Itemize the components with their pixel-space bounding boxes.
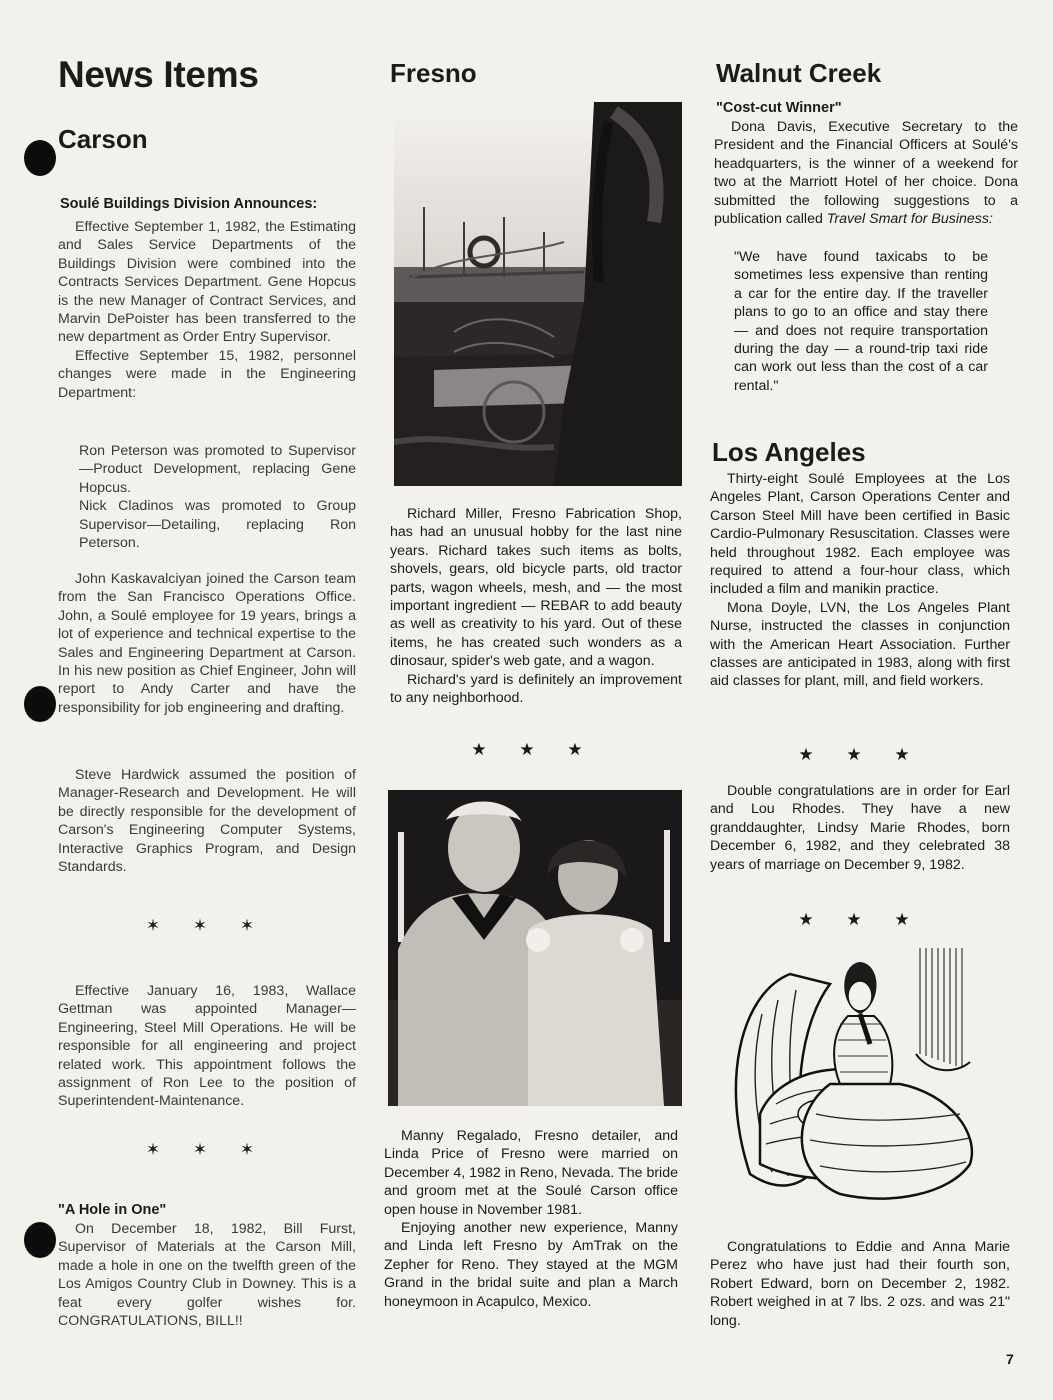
carson-paragraph-1: Effective September 1, 1982, the Estimating and Sales Service Departments of the Buildings Division were combined into the Contracts Services Department. Gene Hopcus is the new Manager of Contract Services, and Marvin DePoister has been transferred to the new department as Order Entry Supervisor. — [58, 219, 356, 346]
fresno-paragraph-miller: Richard Miller, Fresno Fabrication Shop, has had an unusual hobby for the last nine years. Richard takes such items as bolts, shovels, gears, old bicycle parts, old tractor parts, wagon wheels, mesh, and — the most important ingredient — REBAR to add beauty as well as creativity to his yard. Out of these items, he has created such wonders as a dinosaur, spider's web gate, and a wagon. — [390, 506, 682, 670]
carson-paragraph-kaskavalciyan: John Kaskavalciyan joined the Carson team from the San Francisco Operations Office. John, a Soulé employee for 19 years, brings a lot of experience and technical expertise to the Sales and Engineering Department at Carson. In his new position as Chief Engineer, John will report to Andy Carter and have the responsibility for job engineering and drafting. — [58, 571, 356, 716]
la-paragraph-rhodes: Double congratulations are in order for Earl and Lou Rhodes. They have a new granddaughter, Lindsy Marie Rhodes, born December 6, 1982, and they celebrated 38 years of marriage on December 9, 1982. — [710, 783, 1010, 873]
subheading-hole-in-one: "A Hole in One" — [58, 1202, 167, 1218]
garden-photo — [394, 102, 682, 486]
la-paragraph-perez: Congratulations to Eddie and Anna Marie Perez who have just had their fourth son, Robert Edward, born on December 2, 1982. Robert weighed in at 7 lbs. 2 ozs. and was 21" long. — [710, 1239, 1010, 1329]
section-divider-stars: ★ ★ ★ — [798, 910, 924, 929]
section-heading-carson: Carson — [58, 124, 148, 154]
garden-photo-illustration — [394, 102, 682, 486]
section-heading-walnut-creek: Walnut Creek — [716, 58, 882, 88]
wedding-photo-illustration — [388, 790, 682, 1106]
binder-hole-bottom — [24, 1222, 56, 1258]
carson-promotion-2: Nick Cladinos was promoted to Group Supervisor—Detailing, replacing Ron Peterson. — [79, 498, 356, 552]
la-paragraph-cpr: Thirty-eight Soulé Employees at the Los Angeles Plant, Carson Operations Center and Carson Steel Mill have been certified in Basic Cardio-Pulmonary Resuscitation. Classes were held throughout 1982. Each employee was required to attend a four-hour class, which included a film and manikin practice. — [710, 471, 1010, 598]
fresno-paragraph-honeymoon: Enjoying another new experience, Manny and Linda left Fresno by AmTrak on the Zepher for Reno. They stayed at the MGM Grand in the bridal suite and plan a March honeymoon in Acapulco, Mexico. — [384, 1220, 678, 1310]
subheading-cost-cut-winner: "Cost-cut Winner" — [716, 100, 842, 116]
carson-paragraph-gettman: Effective January 16, 1983, Wallace Gettman was appointed Manager—Engineering, Steel Mill Operations. He will be responsible for all engineering and project related work. This appointment follows the assignment of Ron Lee to the position of Superintendent-Maintenance. — [58, 983, 356, 1110]
page-title: News Items — [58, 54, 259, 95]
cradle-illustration — [720, 944, 1000, 1216]
subheading-buildings-division: Soulé Buildings Division Announces: — [60, 196, 318, 212]
fresno-paragraph-wedding: Manny Regalado, Fresno detailer, and Linda Price of Fresno were married on December 4, 1982 in Reno, Nevada. The bride and groom met at the Soulé Carson office open house in November 1981. — [384, 1128, 678, 1218]
section-divider-stars: ✶ ✶ ✶ — [145, 1140, 269, 1159]
binder-hole-middle — [24, 686, 56, 722]
section-divider-stars: ✶ ✶ ✶ — [145, 916, 269, 935]
carson-promotion-1: Ron Peterson was promoted to Supervisor—Product Development, replacing Gene Hopcus. — [79, 443, 356, 496]
section-divider-stars: ★ ★ ★ — [798, 745, 924, 764]
binder-hole-top — [24, 140, 56, 176]
walnut-quote: "We have found taxicabs to be sometimes less expensive than renting a car for the entire day. If the traveller plans to go to an office and stay there — and does not require transportation during the day — a round-trip taxi ride can work out less than the cost of a car rental." — [734, 249, 988, 394]
cradle-woodcut-drawing — [720, 944, 1000, 1216]
carson-paragraph-hardwick: Steve Hardwick assumed the position of Manager-Research and Development. He will be directly responsible for the development of Carson's Engineering Computer Systems, Interactive Graphics Program, and Design Standards. — [58, 767, 356, 876]
walnut-paragraph-dona-davis: Dona Davis, Executive Secretary to the President and the Financial Officers at Soulé's headquarters, is the winner of a weekend for two at the Marriott Hotel of her choice. Dona submitted the following suggestions to a publication called Travel Smart for Business: — [714, 119, 1018, 228]
la-paragraph-mona-doyle: Mona Doyle, LVN, the Los Angeles Plant Nurse, instructed the classes in conjunction with the American Heart Association. Further classes are anticipated in 1983, along with first aid classes for plant, mill, and field workers. — [710, 599, 1010, 690]
wedding-photo — [388, 790, 682, 1106]
carson-paragraph-hole-in-one: On December 18, 1982, Bill Furst, Supervisor of Materials at the Carson Mill, made a hole in one on the twelfth green of the Los Amigos Country Club in Downey. This is a feat every golfer wishes for. CONGRATULATIONS, BILL!! — [58, 1221, 356, 1330]
section-heading-los-angeles: Los Angeles — [712, 437, 866, 467]
section-divider-stars: ★ ★ ★ — [471, 740, 597, 759]
fresno-paragraph-yard: Richard's yard is definitely an improvement to any neighborhood. — [390, 671, 682, 707]
section-heading-fresno: Fresno — [390, 58, 477, 88]
carson-paragraph-2: Effective September 15, 1982, personnel changes were made in the Engineering Department: — [58, 347, 356, 401]
page-number: 7 — [1006, 1351, 1014, 1367]
